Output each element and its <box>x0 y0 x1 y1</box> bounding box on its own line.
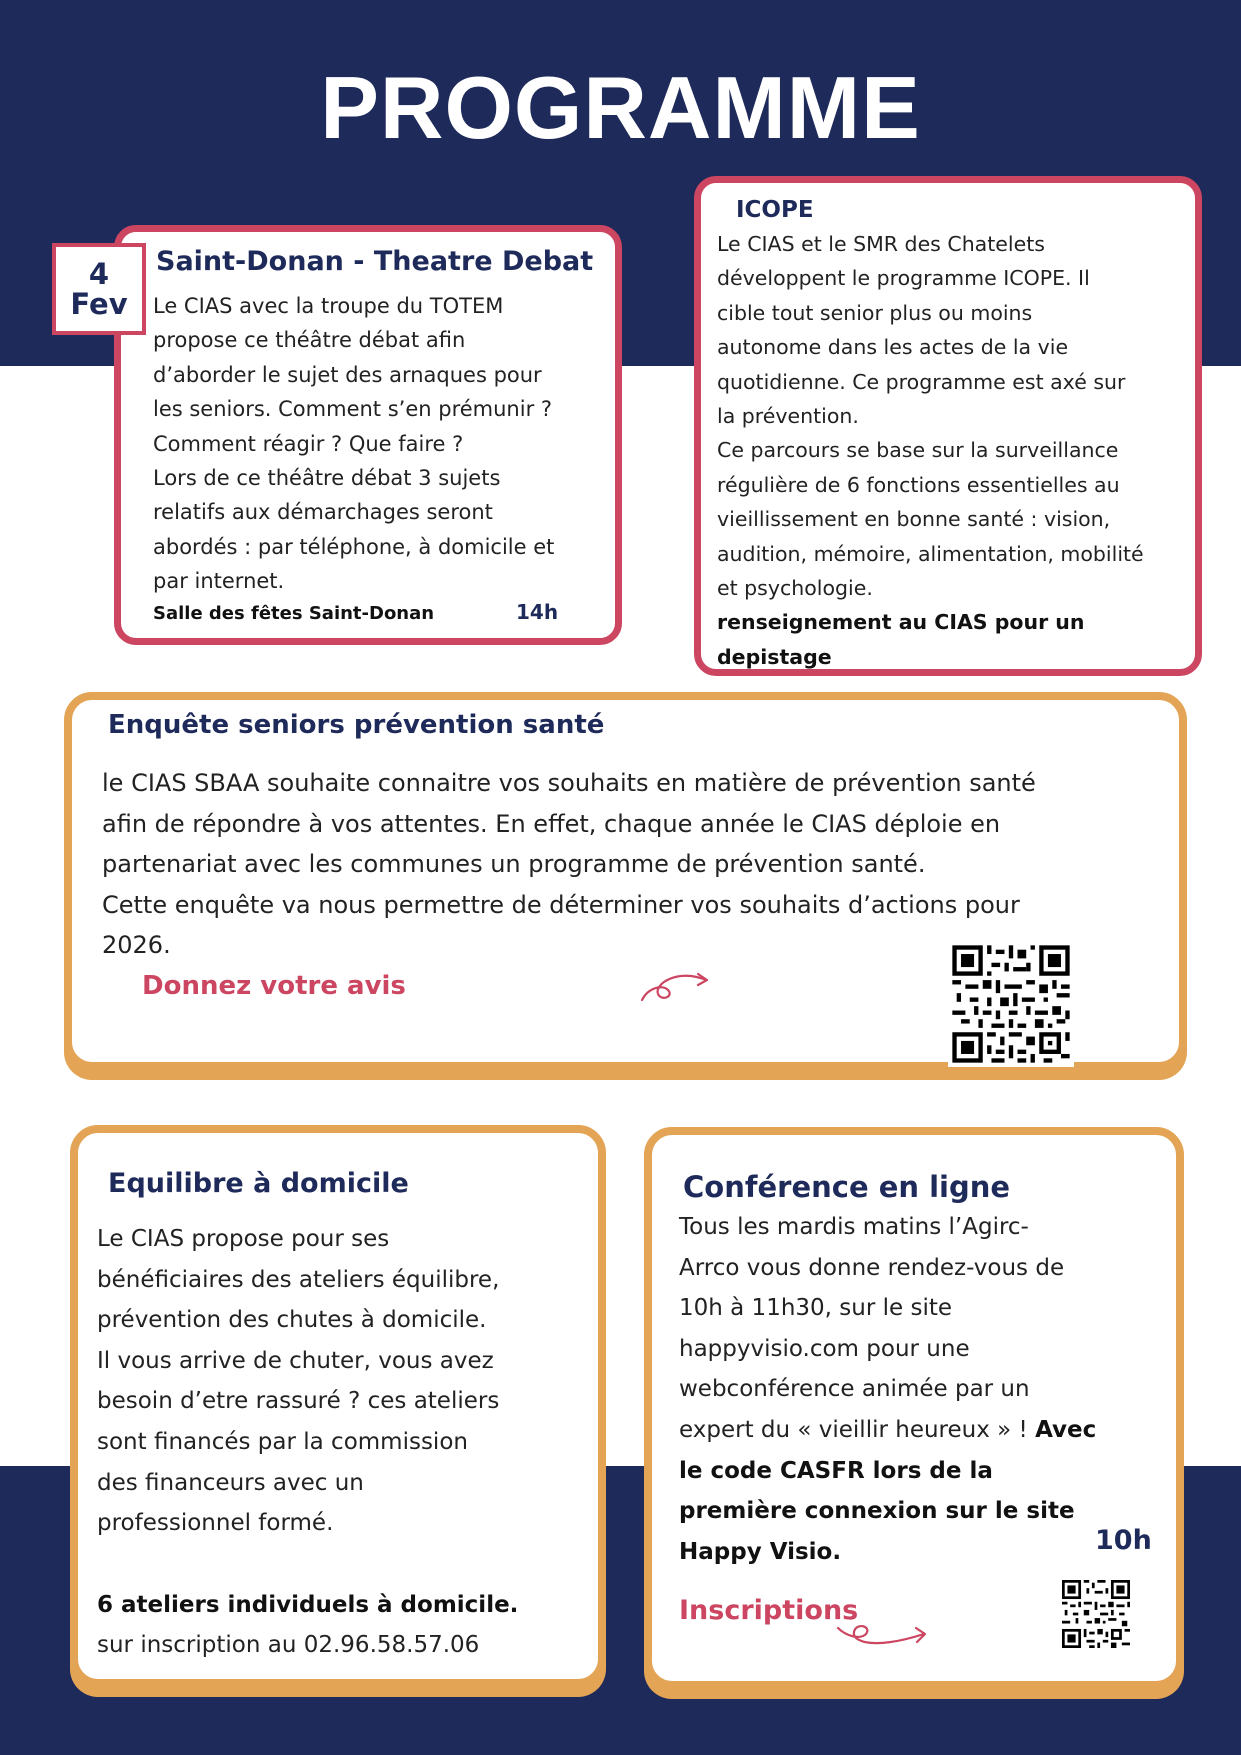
conference-qr-code[interactable] <box>1062 1580 1130 1648</box>
text-line: abordés : par téléphone, à domicile et <box>153 534 555 559</box>
bold-line: première connexion sur le site <box>679 1498 1075 1525</box>
text-line: afin de répondre à vos attentes. En effet, chaque année le CIAS déploie en <box>102 809 1001 838</box>
icope-title: ICOPE <box>736 197 814 223</box>
text-line: d’aborder le sujet des arnaques pour <box>153 362 542 387</box>
text-line: quotidienne. Ce programme est axé sur <box>717 369 1126 394</box>
curly-arrow-icon <box>638 966 718 1006</box>
bold-line: Happy Visio. <box>679 1538 842 1565</box>
event-location: Salle des fêtes Saint-Donan <box>153 603 435 624</box>
text-line: Lors de ce théâtre débat 3 sujets <box>153 466 501 491</box>
theatre-debate-title: Saint-Donan - Theatre Debat <box>156 246 594 277</box>
mixed-line-regular: expert du « vieillir heureux » ! <box>679 1416 1036 1443</box>
text-line: la prévention. <box>717 404 859 429</box>
text-line: 10h à 11h30, sur le site <box>679 1295 953 1322</box>
text-line: webconférence animée par un <box>679 1376 1030 1403</box>
text-line: happyvisio.com pour une <box>679 1335 970 1362</box>
survey-text <box>102 763 1162 966</box>
conference-title: Conférence en ligne <box>683 1170 1011 1204</box>
text-line: vieillissement en bonne santé : vision, <box>717 507 1111 532</box>
text-line: Le CIAS et le SMR des Chatelets <box>717 232 1045 256</box>
text-line: sont financés par la commission <box>97 1428 468 1455</box>
bold-line: depistage <box>717 644 832 669</box>
text-line: autonome dans les actes de la vie <box>717 335 1069 360</box>
text-line: 2026. <box>102 931 171 959</box>
text-line: Cette enquête va nous permettre de déterminer vos souhaits d’actions pour <box>102 890 1020 919</box>
icope-text <box>717 227 1197 674</box>
date-badge <box>52 243 146 335</box>
event-time: 14h <box>516 600 559 624</box>
balance-title: Equilibre à domicile <box>108 1168 409 1199</box>
text-line: propose ce théâtre débat afin <box>153 328 466 353</box>
balance-phone-line: sur inscription au 02.96.58.57.06 <box>97 1632 480 1658</box>
text-line: par internet. <box>153 569 285 594</box>
bold-line: renseignement au CIAS pour un <box>717 610 1085 635</box>
text-line: Le CIAS avec la troupe du TOTEM <box>153 294 504 318</box>
conference-time: 10h <box>1095 1525 1152 1556</box>
text-line: cible tout senior plus ou moins <box>717 300 1033 325</box>
text-line: le CIAS SBAA souhaite connaitre vos souhaits en matière de prévention santé <box>102 769 1036 797</box>
text-line: prévention des chutes à domicile. <box>97 1307 487 1334</box>
text-line: et psychologie. <box>717 576 873 601</box>
balance-bold-line: 6 ateliers individuels à domicile. <box>97 1592 519 1618</box>
theatre-debate-text <box>153 289 613 599</box>
text-line: audition, mémoire, alimentation, mobilité <box>717 541 1144 566</box>
mixed-line-bold: Avec <box>1035 1416 1097 1443</box>
text-line: Le CIAS propose pour ses <box>97 1226 390 1252</box>
text-line: des financeurs avec un <box>97 1469 364 1496</box>
bold-line: le code CASFR lors de la <box>679 1457 993 1484</box>
survey-cta[interactable]: Donnez votre avis <box>142 971 406 1001</box>
text-line: développent le programme ICOPE. Il <box>717 266 1090 291</box>
text-line: Comment réagir ? Que faire ? <box>153 431 464 456</box>
survey-title: Enquête seniors prévention santé <box>108 710 605 740</box>
text-line: Tous les mardis matins l’Agirc- <box>679 1214 1029 1240</box>
date-day: 4 <box>88 257 110 291</box>
text-line: besoin d’etre rassuré ? ces ateliers <box>97 1388 500 1415</box>
curly-arrow-icon <box>834 1602 934 1652</box>
text-line: Arrco vous donne rendez-vous de <box>679 1254 1065 1281</box>
conference-cta[interactable]: Inscriptions <box>679 1595 859 1626</box>
mixed-line <box>679 1410 1179 1451</box>
text-line: régulière de 6 fonctions essentielles au <box>717 472 1120 497</box>
survey-qr-code[interactable] <box>948 941 1074 1067</box>
text-line: professionnel formé. <box>97 1510 334 1537</box>
conference-text <box>679 1207 1179 1572</box>
page-title: PROGRAMME <box>320 58 921 157</box>
text-line: les seniors. Comment s’en prémunir ? <box>153 397 553 422</box>
text-line: bénéficiaires des ateliers équilibre, <box>97 1266 500 1293</box>
date-month: Fev <box>70 287 128 321</box>
text-line: relatifs aux démarchages seront <box>153 500 493 525</box>
balance-text <box>97 1219 597 1544</box>
text-line: partenariat avec les communes un programme de prévention santé. <box>102 850 926 878</box>
text-line: Il vous arrive de chuter, vous avez <box>97 1347 494 1374</box>
text-line: Ce parcours se base sur la surveillance <box>717 438 1119 463</box>
